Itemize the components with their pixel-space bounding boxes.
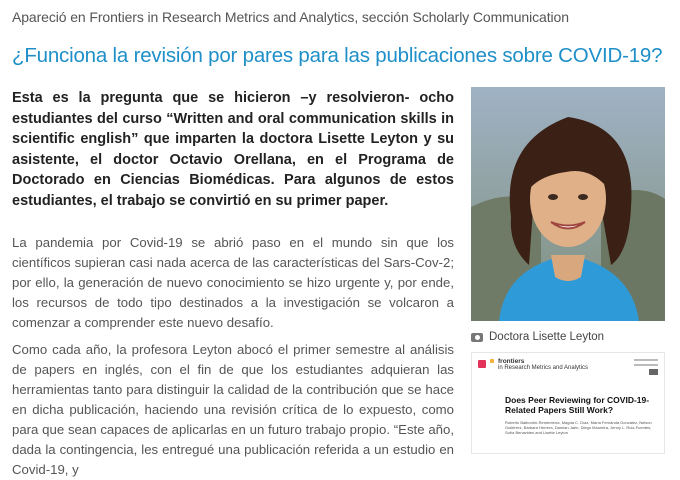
frontiers-logo-dot-icon	[490, 359, 494, 363]
camera-icon	[471, 333, 483, 342]
frontiers-logo-icon	[478, 360, 486, 368]
paper-title: Does Peer Reviewing for COVID-19-Related Papers Still Work?	[505, 395, 650, 415]
article-headline: ¿Funciona la revisión por pares para las publicaciones sobre COVID-19?	[12, 44, 663, 67]
paper-meta-lines	[634, 359, 658, 385]
article-kicker: Apareció en Frontiers in Research Metrics and Analytics, sección Scholarly Communication	[12, 9, 569, 25]
article-paragraph: Como cada año, la profesora Leyton abocó el primer semestre al análisis de papers en inglés, con el fin de que los estudiantes adquieran las herramientas tanto para distinguir la calidad de la contribución que se hace en dicha publicación, haciendo una revisión crítica de lo expuesto, como para que sean capaces de aplicarlas en un futuro trabajo propio. “Este año, dada la contingencia, les entregué una publicación referida a un estudio en Covid-19, y	[12, 342, 454, 477]
photo-caption	[471, 331, 604, 343]
article-lead: Esta es la pregunta que se hicieron –y resolvieron- ocho estudiantes del curso “Written and oral communication skills in scientific english” que imparten la doctora Lisette Leyton y su asistente, el doctor Octavio Orellana, en el Programa de Doctorado en Ciencias Biomédicas. Para algunos de estos estudiantes, el trabajo se convirtió en su primer paper.	[12, 90, 454, 209]
photo-caption-text: Doctora Lisette Leyton	[489, 331, 605, 343]
portrait-photo	[471, 87, 665, 321]
journal-subtitle: in Research Metrics and Analytics	[498, 365, 589, 371]
journal-header	[478, 358, 588, 372]
paper-thumbnail[interactable]	[471, 352, 665, 454]
paper-authors: Roberto Balbontín-Rementería, Magda C. Díaz, María Fernanda González, Nelson Gutiérrez, Bárbara Herrera, Damian Jaén, Diego Maureira, Jenny L. Ruiz-Fuentes, Sofía Benavides and Lisette Leyton	[505, 420, 652, 435]
journal-name	[498, 358, 588, 372]
journal-brand: frontiers	[498, 358, 525, 365]
article-paragraph: La pandemia por Covid-19 se abrió paso en el mundo sin que los científicos supieran casi nada acerca de las características del Sars-Cov-2; por ello, la generación de nuevo conocimiento se hizo urgente y, por ende, los recursos de todo tipo destinados a la investigación se volcaron a comenzar a comprender este nuevo desafío.	[12, 235, 454, 330]
